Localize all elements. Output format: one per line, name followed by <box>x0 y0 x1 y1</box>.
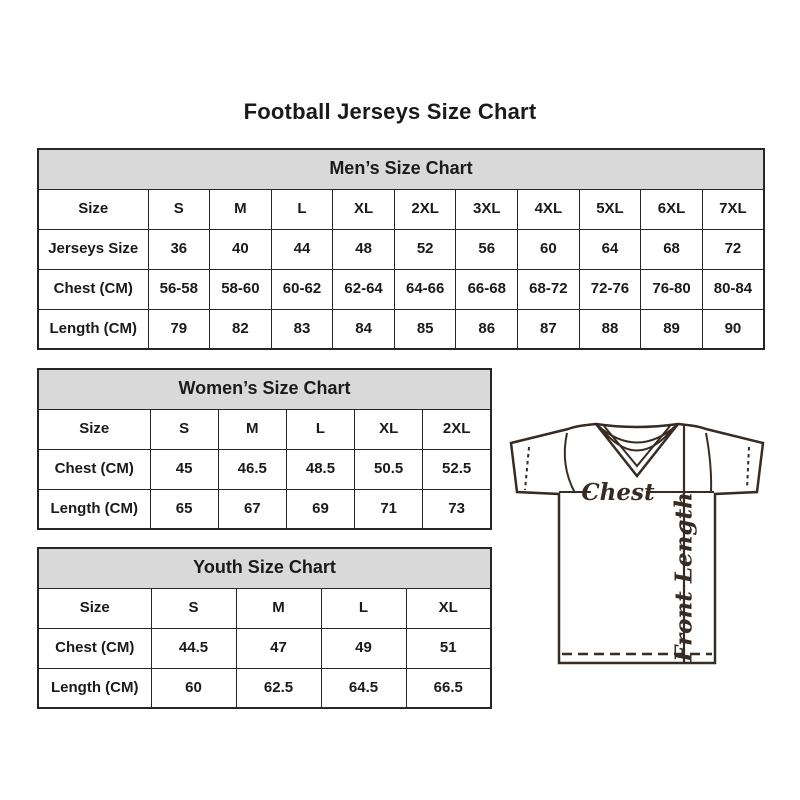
men-table-title: Men’s Size Chart <box>38 149 764 189</box>
men-cell-2-2: 58-60 <box>210 269 272 309</box>
men-cell-3-5: 85 <box>394 309 456 349</box>
men-cell-1-4: 48 <box>333 229 395 269</box>
women-row-0 <box>38 409 491 449</box>
men-cell-2-10: 80-84 <box>702 269 764 309</box>
men-cell-0-10: 7XL <box>702 189 764 229</box>
left-armhole-seam <box>565 433 575 493</box>
women-cell-0-2: M <box>218 409 286 449</box>
men-cell-3-0: Length (CM) <box>38 309 148 349</box>
men-row-1 <box>38 229 764 269</box>
youth-row-1 <box>38 628 491 668</box>
men-cell-3-7: 87 <box>518 309 580 349</box>
youth-cell-2-2: 62.5 <box>236 668 321 708</box>
men-cell-1-2: 40 <box>210 229 272 269</box>
men-cell-0-4: XL <box>333 189 395 229</box>
women-cell-1-0: Chest (CM) <box>38 449 150 489</box>
men-cell-0-9: 6XL <box>641 189 703 229</box>
men-cell-3-9: 89 <box>641 309 703 349</box>
mens-size-table <box>37 148 765 350</box>
youth-cell-2-4: 66.5 <box>406 668 491 708</box>
women-row-1 <box>38 449 491 489</box>
men-cell-3-1: 79 <box>148 309 210 349</box>
women-table-title: Women’s Size Chart <box>38 369 491 409</box>
women-cell-1-5: 52.5 <box>423 449 491 489</box>
youth-cell-1-0: Chest (CM) <box>38 628 151 668</box>
men-cell-3-4: 84 <box>333 309 395 349</box>
women-cell-1-4: 50.5 <box>355 449 423 489</box>
youth-cell-0-3: L <box>321 588 406 628</box>
youth-table-title: Youth Size Chart <box>38 548 491 588</box>
women-cell-2-3: 69 <box>286 489 354 529</box>
men-cell-0-1: S <box>148 189 210 229</box>
men-cell-2-3: 60-62 <box>271 269 333 309</box>
youth-size-table <box>37 547 492 709</box>
youth-row-2 <box>38 668 491 708</box>
men-cell-1-1: 36 <box>148 229 210 269</box>
men-cell-1-3: 44 <box>271 229 333 269</box>
men-cell-2-1: 56-58 <box>148 269 210 309</box>
womens-size-table <box>37 368 492 530</box>
women-cell-2-2: 67 <box>218 489 286 529</box>
men-cell-1-0: Jerseys Size <box>38 229 148 269</box>
men-cell-2-4: 62-64 <box>333 269 395 309</box>
right-armhole-seam <box>706 433 711 493</box>
youth-cell-1-3: 49 <box>321 628 406 668</box>
right-cuff-dashed-line <box>747 447 749 489</box>
men-cell-1-6: 56 <box>456 229 518 269</box>
women-cell-0-4: XL <box>355 409 423 449</box>
men-cell-0-6: 3XL <box>456 189 518 229</box>
men-cell-2-9: 76-80 <box>641 269 703 309</box>
men-cell-3-3: 83 <box>271 309 333 349</box>
men-cell-2-5: 64-66 <box>394 269 456 309</box>
men-table-header-row <box>38 149 764 189</box>
men-cell-2-6: 66-68 <box>456 269 518 309</box>
women-row-2 <box>38 489 491 529</box>
men-cell-2-0: Chest (CM) <box>38 269 148 309</box>
men-cell-3-10: 90 <box>702 309 764 349</box>
youth-cell-1-4: 51 <box>406 628 491 668</box>
women-cell-0-1: S <box>150 409 218 449</box>
youth-cell-0-1: S <box>151 588 236 628</box>
youth-cell-0-0: Size <box>38 588 151 628</box>
youth-cell-2-3: 64.5 <box>321 668 406 708</box>
youth-table-header-row <box>38 548 491 588</box>
youth-cell-0-4: XL <box>406 588 491 628</box>
youth-cell-1-2: 47 <box>236 628 321 668</box>
women-cell-1-1: 45 <box>150 449 218 489</box>
page-title: Football Jerseys Size Chart <box>243 99 537 124</box>
men-cell-0-8: 5XL <box>579 189 641 229</box>
men-cell-2-7: 68-72 <box>518 269 580 309</box>
men-cell-1-5: 52 <box>394 229 456 269</box>
jersey-outline <box>511 424 763 663</box>
youth-cell-0-2: M <box>236 588 321 628</box>
women-cell-2-4: 71 <box>355 489 423 529</box>
men-row-3 <box>38 309 764 349</box>
women-cell-0-0: Size <box>38 409 150 449</box>
women-cell-0-5: 2XL <box>423 409 491 449</box>
men-cell-0-0: Size <box>38 189 148 229</box>
youth-cell-2-0: Length (CM) <box>38 668 151 708</box>
men-cell-3-8: 88 <box>579 309 641 349</box>
men-cell-0-2: M <box>210 189 272 229</box>
women-cell-1-3: 48.5 <box>286 449 354 489</box>
men-cell-1-7: 60 <box>518 229 580 269</box>
women-table-header-row <box>38 369 491 409</box>
youth-row-0 <box>38 588 491 628</box>
front-length-label: Front Length <box>670 492 698 662</box>
men-cell-1-9: 68 <box>641 229 703 269</box>
left-cuff-dashed-line <box>525 447 529 490</box>
women-cell-1-2: 46.5 <box>218 449 286 489</box>
youth-cell-2-1: 60 <box>151 668 236 708</box>
youth-cell-1-1: 44.5 <box>151 628 236 668</box>
men-row-0 <box>38 189 764 229</box>
men-cell-0-7: 4XL <box>518 189 580 229</box>
collar-back-arc-2 <box>600 427 674 451</box>
men-cell-3-2: 82 <box>210 309 272 349</box>
men-row-2 <box>38 269 764 309</box>
women-cell-2-1: 65 <box>150 489 218 529</box>
women-cell-2-0: Length (CM) <box>38 489 150 529</box>
men-cell-2-8: 72-76 <box>579 269 641 309</box>
chest-label: Chest <box>581 479 655 506</box>
men-cell-0-5: 2XL <box>394 189 456 229</box>
jersey-measurement-diagram <box>495 408 775 678</box>
men-cell-0-3: L <box>271 189 333 229</box>
men-cell-1-10: 72 <box>702 229 764 269</box>
women-cell-2-5: 73 <box>423 489 491 529</box>
men-cell-1-8: 64 <box>579 229 641 269</box>
women-cell-0-3: L <box>286 409 354 449</box>
men-cell-3-6: 86 <box>456 309 518 349</box>
